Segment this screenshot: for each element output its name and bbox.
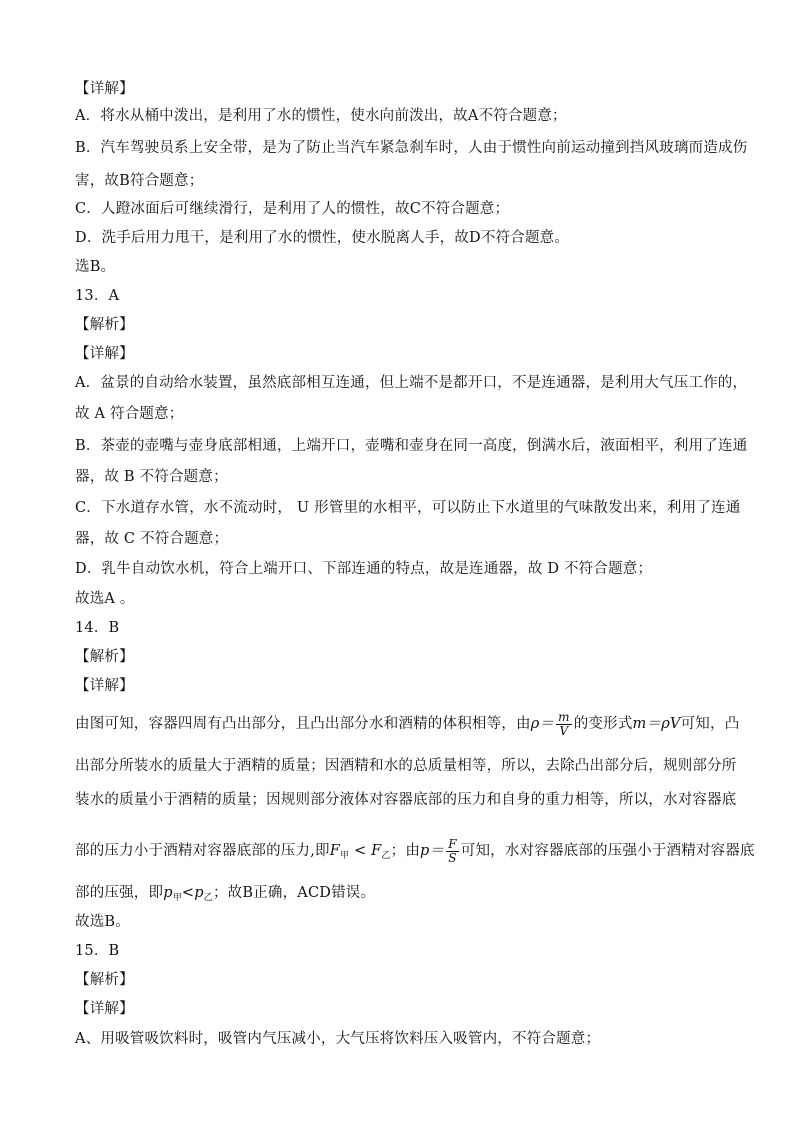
q15-option-a: A、用吸管吸饮料时，吸管内气压减小，大气压将饮料压入吸管内，不符合题意； xyxy=(75,1031,601,1047)
q14-line1-text-b: 的变形式 xyxy=(573,716,633,732)
force-subscript-jia: 甲 xyxy=(339,851,350,861)
q14-line1-text-a: 由图可知，容器四周有凸出部分，且凸出部分水和酒精的体积相等，由 xyxy=(75,716,531,732)
q15-detail-heading: 【详解】 xyxy=(75,1001,134,1017)
q13-analysis-heading: 【解析】 xyxy=(75,317,134,333)
q13-option-a-line1: A．盆景的自动给水装置，虽然底部相互连通，但上端不是都开口，不是连通器，是利用大气压工作的， xyxy=(75,375,748,391)
q14-paragraph-line3: 装水的质量小于酒精的质量；因规则部分液体对容器底部的压力和自身的重力相等，所以，水对容器底 xyxy=(75,792,737,808)
q15-number: 15．B xyxy=(75,943,120,959)
q14-line1-text-c: 可知，凸 xyxy=(680,716,740,732)
q14-line4-text-b: ；由 xyxy=(390,843,421,859)
q12-option-a: A．将水从桶中泼出，是利用了水的惯性，使水向前泼出，故A不符合题意； xyxy=(75,108,567,124)
q13-conclusion: 故选A 。 xyxy=(75,591,135,607)
q15-analysis-heading: 【解析】 xyxy=(75,972,134,988)
q13-option-b-line1: B．茶壶的壶嘴与壶身底部相通，上端开口，壶嘴和壶身在同一高度，倒满水后，液面相平，利用了连通 xyxy=(75,438,748,454)
q12-option-d: D．洗手后用力甩干，是利用了水的惯性，使水脱离人手，故D不符合题意。 xyxy=(75,230,570,246)
fraction-denominator-v: V xyxy=(559,723,569,738)
q14-line5-text-b: ；故B正确，ACD错误。 xyxy=(212,885,376,901)
q14-line5-text-a: 部的压强，即 xyxy=(75,885,164,901)
q12-option-c: C．人蹬冰面后可继续滑行，是利用了人的惯性，故C不符合题意； xyxy=(75,201,510,217)
density-formula-label: ρ＝ xyxy=(530,716,555,732)
q14-paragraph-line2: 出部分所装水的质量大于酒精的质量；因酒精和水的总质量相等，所以，去除凸出部分后，规则部分所 xyxy=(75,758,737,774)
q13-option-c-line1: C．下水道存水管，水不流动时， U 形管里的水相平，可以防止下水道里的气味散发出来，利用了连通 xyxy=(75,500,741,516)
force-subscript-yi: 乙 xyxy=(381,851,391,861)
pressure-less-than: < xyxy=(181,885,195,901)
q12-detail-heading: 【详解】 xyxy=(75,81,134,97)
force-symbol-2: F xyxy=(371,843,382,859)
q14-number: 14．B xyxy=(75,620,120,636)
force-symbol-1: F xyxy=(329,843,340,859)
q13-number: 13．A xyxy=(75,288,120,304)
q12-option-b-line2: 害，故B符合题意； xyxy=(75,173,204,189)
q14-analysis-heading: 【解析】 xyxy=(75,649,134,665)
fraction-numerator-m: m xyxy=(558,709,570,724)
pressure-formula-label: p＝ xyxy=(420,843,445,859)
fraction-numerator-f: F xyxy=(448,836,457,851)
pressure-symbol-2: p xyxy=(194,885,204,901)
q14-conclusion: 故选B。 xyxy=(75,914,130,930)
less-than-sign: < xyxy=(349,843,372,859)
mass-formula: m＝ρV xyxy=(632,716,681,732)
q13-detail-heading: 【详解】 xyxy=(75,346,134,362)
fraction-denominator-s: S xyxy=(448,850,457,865)
q14-paragraph-line4 xyxy=(75,836,755,871)
q13-option-b-line2: 器，故 B 不符合题意； xyxy=(75,469,228,485)
q14-paragraph-line5 xyxy=(75,884,375,907)
q12-option-b-line1: B．汽车驾驶员系上安全带，是为了防止当汽车紧急刹车时，人由于惯性向前运动撞到挡风玻璃而造成伤 xyxy=(75,140,748,156)
q14-line4-text-c: 可知，水对容器底部的压强小于酒精对容器底 xyxy=(460,843,755,859)
q13-option-d: D．乳牛自动饮水机，符合上端开口、下部连通的特点，故是连通器，故 D 不符合题意； xyxy=(75,561,653,577)
pressure-subscript-yi: 乙 xyxy=(203,893,213,903)
pressure-subscript-jia: 甲 xyxy=(172,893,182,903)
force-over-area-fraction xyxy=(446,838,459,865)
mass-over-volume-fraction xyxy=(556,711,572,738)
q13-option-a-line2: 故 A 符合题意； xyxy=(75,406,184,422)
q12-conclusion: 选B。 xyxy=(75,259,116,275)
q14-line4-text-a: 部的压力小于酒精对容器底部的压力,即 xyxy=(75,843,330,859)
q14-detail-heading: 【详解】 xyxy=(75,678,134,694)
q14-paragraph-line1 xyxy=(75,709,739,739)
pressure-symbol-1: p xyxy=(163,885,173,901)
q13-option-c-line2: 器，故 C 不符合题意； xyxy=(75,531,229,547)
